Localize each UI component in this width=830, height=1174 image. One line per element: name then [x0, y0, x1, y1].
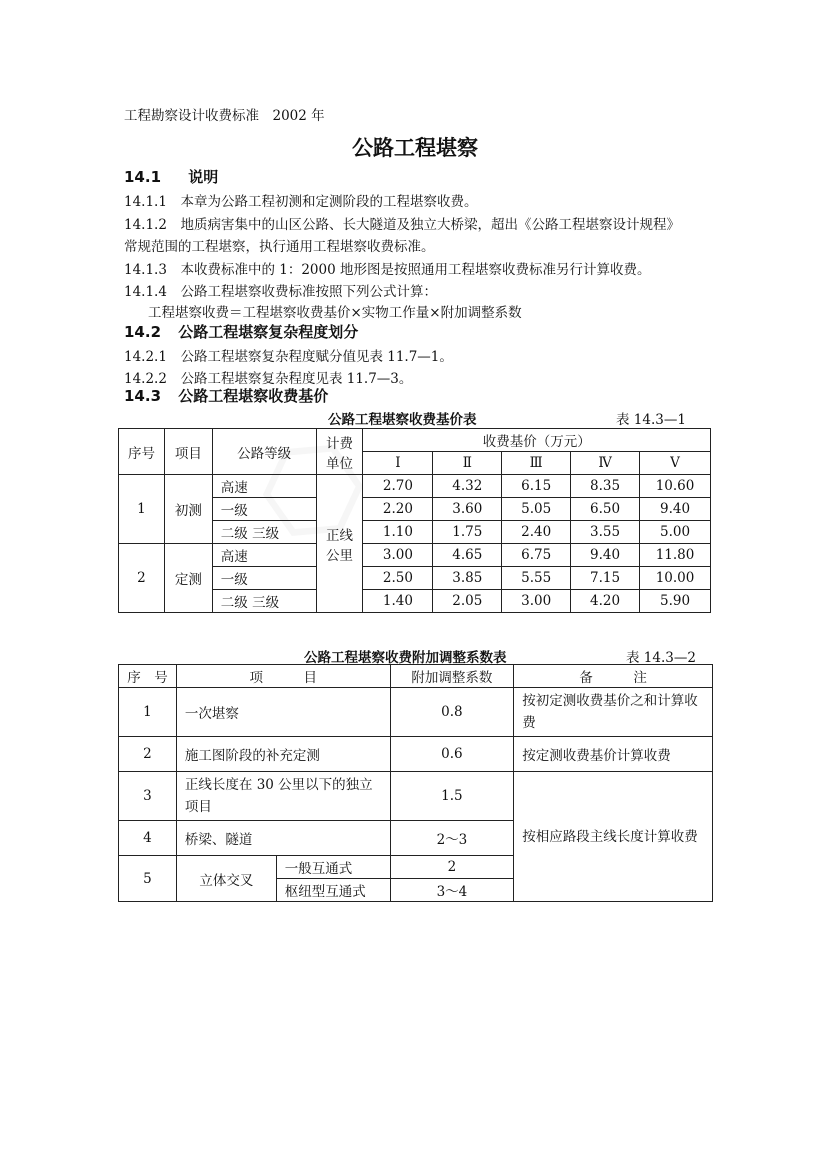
- row-coef: 3～4: [390, 879, 514, 902]
- header-seq: 序 号: [119, 665, 177, 688]
- table-row: [119, 772, 713, 821]
- level-header: Ⅲ: [502, 452, 571, 475]
- row-note: 按相应路段主线长度计算收费: [514, 772, 713, 902]
- header-coef: 附加调整系数: [390, 665, 514, 688]
- row-coef: 2～3: [390, 821, 514, 856]
- row-grade: 高速: [212, 475, 316, 498]
- cell-value: 3.60: [433, 498, 502, 521]
- cell-value: 6.75: [502, 544, 571, 567]
- cell-value: 1.40: [363, 590, 433, 613]
- row-unit: 正线公里: [316, 475, 363, 613]
- cell-value: 2.05: [433, 590, 502, 613]
- row-seq: 3: [119, 772, 177, 821]
- table-row: [119, 544, 711, 567]
- cell-value: 10.00: [640, 567, 711, 590]
- table1-caption: 公路工程堪察收费基价表: [328, 412, 477, 428]
- cell-value: 3.55: [571, 521, 640, 544]
- cell-value: 1.75: [433, 521, 502, 544]
- base-price-table: [118, 428, 711, 613]
- section-title: 公路工程堪察收费基价: [178, 387, 329, 405]
- paragraph-14-1-3: 14.1.3 本收费标准中的 1：2000 地形图是按照通用工程堪察收费标准另行计算收费。: [124, 262, 651, 278]
- cell-value: 2.40: [502, 521, 571, 544]
- adjustment-coefficient-table: [118, 664, 713, 902]
- row-note: 按定测收费基价计算收费: [514, 737, 713, 772]
- header-grade: 公路等级: [212, 429, 316, 475]
- row-subitem: 一般互通式: [276, 856, 390, 879]
- cell-value: 5.05: [502, 498, 571, 521]
- cell-value: 8.35: [571, 475, 640, 498]
- table-row: [119, 737, 713, 772]
- section-number: 14.2: [124, 323, 162, 341]
- header-note: 备 注: [514, 665, 713, 688]
- cell-value: 3.00: [363, 544, 433, 567]
- paragraph-14-1-4: 14.1.4 公路工程堪察收费标准按照下列公式计算：: [124, 284, 437, 300]
- level-header: Ⅳ: [571, 452, 640, 475]
- section-title: 说明: [188, 168, 219, 186]
- cell-value: 10.60: [640, 475, 711, 498]
- row-coef: 0.6: [390, 737, 514, 772]
- document-header: 工程勘察设计收费标准 2002 年: [124, 108, 325, 124]
- row-item: 桥梁、隧道: [176, 821, 390, 856]
- page-title: 公路工程堪察: [352, 136, 478, 160]
- row-grade: 一级: [212, 498, 316, 521]
- cell-value: 2.20: [363, 498, 433, 521]
- row-seq: 1: [119, 688, 177, 737]
- cell-value: 5.00: [640, 521, 711, 544]
- cell-value: 9.40: [640, 498, 711, 521]
- formula: 工程堪察收费＝工程堪察收费基价×实物工作量×附加调整系数: [148, 305, 522, 321]
- cell-value: 6.50: [571, 498, 640, 521]
- row-seq: 5: [119, 856, 177, 902]
- section-14-1-heading: [124, 166, 218, 187]
- row-note: 按初定测收费基价之和计算收费: [514, 688, 713, 737]
- row-subitem: 枢纽型互通式: [276, 879, 390, 902]
- paragraph-14-2-2: 14.2.2 公路工程堪察复杂程度见表 11.7—3。: [124, 371, 413, 387]
- row-seq: 4: [119, 821, 177, 856]
- cell-value: 7.15: [571, 567, 640, 590]
- row-item: 定测: [164, 544, 212, 613]
- row-item: 初测: [164, 475, 212, 544]
- cell-value: 11.80: [640, 544, 711, 567]
- table2-number: 表 14.3—2: [626, 650, 696, 666]
- paragraph-14-1-1: 14.1.1 本章为公路工程初测和定测阶段的工程堪察收费。: [124, 194, 478, 210]
- row-item: 立体交叉: [176, 856, 276, 902]
- cell-value: 6.15: [502, 475, 571, 498]
- cell-value: 3.85: [433, 567, 502, 590]
- section-title: 公路工程堪察复杂程度划分: [178, 323, 359, 341]
- row-item: 施工图阶段的补充定测: [176, 737, 390, 772]
- row-grade: 高速: [212, 544, 316, 567]
- row-seq: 1: [119, 475, 165, 544]
- header-item: 项 目: [176, 665, 390, 688]
- row-grade: 二级 三级: [212, 590, 316, 613]
- cell-value: 5.55: [502, 567, 571, 590]
- paragraph-14-2-1: 14.2.1 公路工程堪察复杂程度赋分值见表 11.7—1。: [124, 349, 453, 365]
- section-number: 14.1: [124, 168, 162, 186]
- header-item: 项目: [164, 429, 212, 475]
- paragraph-14-1-2-cont: 常规范围的工程堪察，执行通用工程堪察收费标准。: [124, 239, 435, 255]
- table-row: [119, 475, 711, 498]
- row-seq: 2: [119, 544, 165, 613]
- header-unit: 计费单位: [316, 429, 363, 475]
- cell-value: 1.10: [363, 521, 433, 544]
- row-item: 一次堪察: [176, 688, 390, 737]
- section-14-3-heading: [124, 385, 328, 406]
- table1-number: 表 14.3—1: [616, 412, 686, 428]
- cell-value: 2.70: [363, 475, 433, 498]
- cell-value: 5.90: [640, 590, 711, 613]
- row-seq: 2: [119, 737, 177, 772]
- row-coef: 2: [390, 856, 514, 879]
- level-header: Ⅱ: [433, 452, 502, 475]
- cell-value: 2.50: [363, 567, 433, 590]
- paragraph-14-1-2: 14.1.2 地质病害集中的山区公路、长大隧道及独立大桥梁，超出《公路工程堪察设计规程》: [124, 217, 680, 233]
- section-14-2-heading: [124, 321, 358, 342]
- header-price: 收费基价（万元）: [363, 429, 711, 452]
- level-header: Ⅴ: [640, 452, 711, 475]
- level-header: Ⅰ: [363, 452, 433, 475]
- header-seq: 序号: [119, 429, 165, 475]
- row-coef: 0.8: [390, 688, 514, 737]
- cell-value: 4.20: [571, 590, 640, 613]
- cell-value: 4.65: [433, 544, 502, 567]
- row-coef: 1.5: [390, 772, 514, 821]
- cell-value: 4.32: [433, 475, 502, 498]
- section-number: 14.3: [124, 387, 162, 405]
- table-row: [119, 688, 713, 737]
- row-grade: 二级 三级: [212, 521, 316, 544]
- row-grade: 一级: [212, 567, 316, 590]
- row-item: 正线长度在 30 公里以下的独立项目: [176, 772, 390, 821]
- cell-value: 3.00: [502, 590, 571, 613]
- table2-caption: 公路工程堪察收费附加调整系数表: [304, 650, 507, 666]
- cell-value: 9.40: [571, 544, 640, 567]
